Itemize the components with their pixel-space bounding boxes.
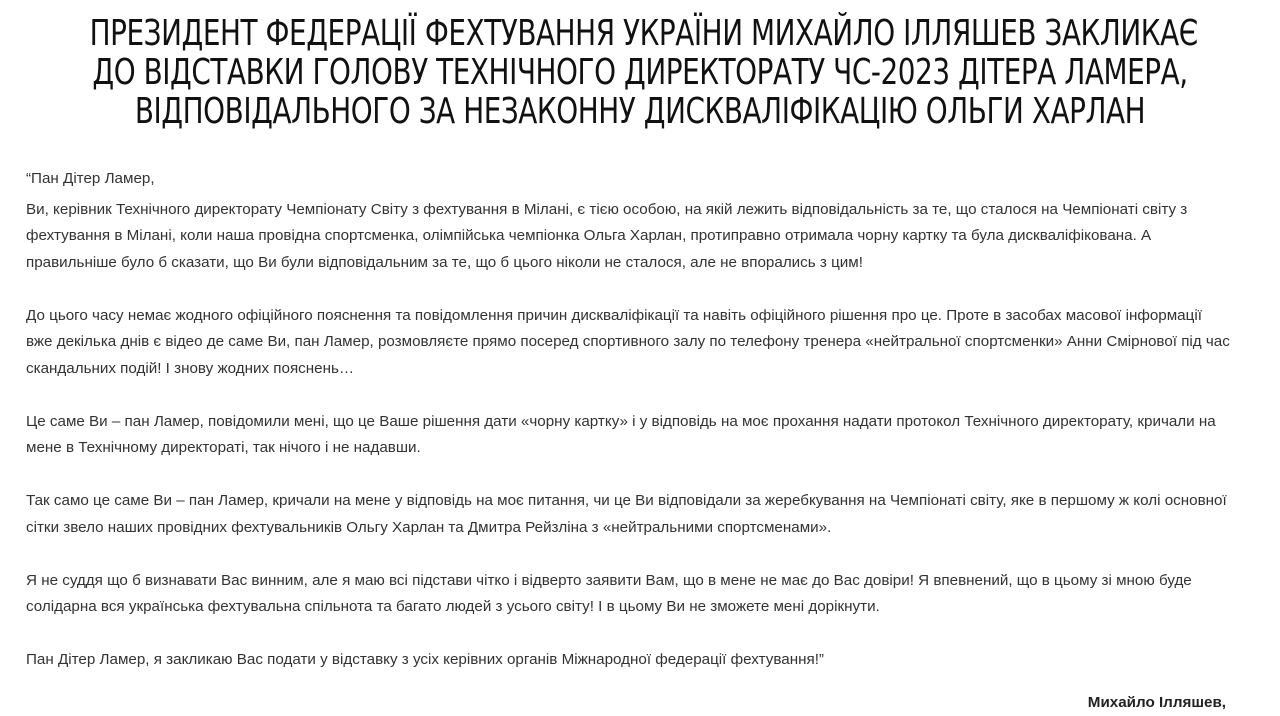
paragraph: Я не суддя що б визнавати Вас винним, але я маю всі підстави чітко і відверто заявити Вам, що в мене не має до Вас довіри! Я впевнений, що в цьому зі мною буде солідарна вся українська фехтувальна спільнота та багато людей з усього світу! І в цьому Ви не зможете мені дорікнути.: [26, 571, 1192, 615]
salutation: “Пан Дітер Ламер,: [26, 170, 155, 187]
paragraph: До цього часу немає жодного офіційного пояснення та повідомлення причин дискваліфікації та навіть офіційного рішення про це. Проте в засобах масової інформації вже декілька днів є відео де саме Ви, пан Ламер, розмовляєте прямо посеред спортивного залу по телефону тренера «нейтральної спортсменки» Анни Смірнової під час скандальних подій! І знову жодних пояснень…: [26, 306, 1230, 377]
headline-line: ПРЕЗИДЕНТ ФЕДЕРАЦІЇ ФЕХТУВАННЯ УКРАЇНИ МИХАЙЛО ІЛЛЯШЕВ ЗАКЛИКАЄ: [89, 13, 1198, 54]
headline-line: ВІДПОВІДАЛЬНОГО ЗА НЕЗАКОННУ ДИСКВАЛІФІКАЦІЮ ОЛЬГИ ХАРЛАН: [134, 91, 1146, 132]
article-body: [26, 166, 1230, 700]
paragraph: Пан Дітер Ламер, я закликаю Вас подати у відставку з усіх керівних органів Міжнародної федерації фехтування!”: [26, 651, 824, 668]
article-headline: [0, 14, 1280, 131]
signature: Михайло Ілляшев,: [1087, 694, 1226, 711]
paragraph: Так само це саме Ви – пан Ламер, кричали на мене у відповідь на моє питання, чи це Ви відповідали за жеребкування на Чемпіонаті світу, яке в першому ж колі основної сітки звело наших провідних фехтувальників Ольгу Харлан та Дмитра Рейзліна з «нейтральними спортсменами».: [26, 492, 1227, 536]
paragraph: Це саме Ви – пан Ламер, повідомили мені, що це Ваше рішення дати «чорну картку» і у відповідь на моє прохання надати протокол Технічного директорату, кричали на мене в Технічному директораті, так нічого і не надавши.: [26, 412, 1216, 456]
headline-line: ДО ВІДСТАВКИ ГОЛОВУ ТЕХНІЧНОГО ДИРЕКТОРАТУ ЧС-2023 ДІТЕРА ЛАМЕРА,: [92, 52, 1188, 93]
paragraph: Ви, керівник Технічного директорату Чемпіонату Світу з фехтування в Мілані, є тією особою, на якій лежить відповідальність за те, що сталося на Чемпіонаті світу з фехтування в Мілані, коли наша провідна спортсменка, олімпійська чемпіонка Ольга Харлан, протиправно отримала чорну картку та була дискваліфікована. А правильніше було б сказати, що Ви були відповідальним за те, що б цього ніколи не сталося, але не впорались з цим!: [26, 200, 1188, 271]
